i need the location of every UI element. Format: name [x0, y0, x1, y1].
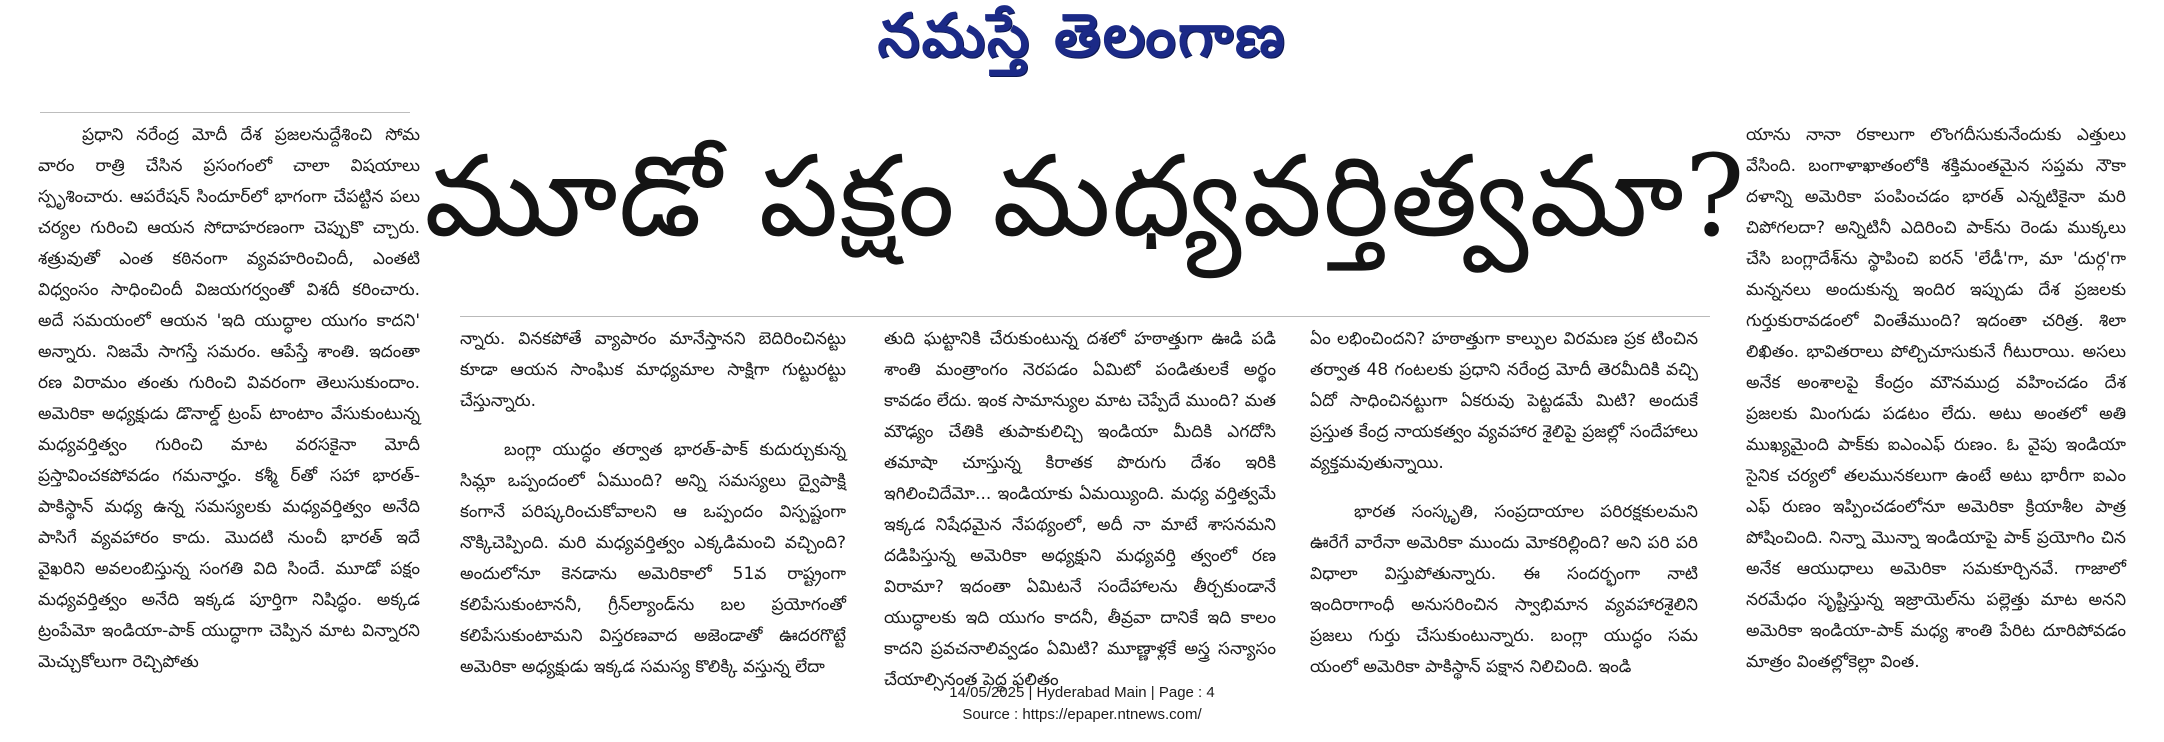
column-3-paragraph-1: తుది ఘట్టానికి చేరుకుంటున్న దశలో హఠాత్తుగా ఊడి పడి శాంతి మంత్రాంగం నెరపడం ఏమిటో పండితులకే అర్థం కావడం లేదు. ఇంక సామాన్యుల మాట చెప్పేదే ముంది? మత మౌఢ్యం చేతికి తుపాకులిచ్చి ఇండియా మీదికి ఎగదోసి తమాషా చూస్తున్న కిరాతక పొరుగు దేశం ఇరికి ఇగిలించిదేమో... ఇండియాకు ఏమయ్యింది. మధ్య వర్తిత్వమే ఇక్కడ నిషేధమైన నేపథ్యంలో, అదీ నా మాటే శాసనమని దడిపిస్తున్న అమెరికా అధ్యక్షుని మధ్యవర్తి త్వంలో రణ విరామా? ఇదంతా ఏమిటనే సందేహాలను తీర్చకుండానే యుద్ధాలకు ఇది యుగం కాదనీ, తీవ్రవా దానికే ఇది కాలం కాదని ప్రవచనాలివ్వడం ఏమిటి? మూణ్ణాళ్లకే అస్త్ర సన్యాసం చేయాల్సినంత పెద్ద ఫలితం	[884, 329, 1276, 690]
article-column-1	[38, 120, 420, 672]
newspaper-masthead	[0, 1, 2164, 82]
page-footer	[0, 682, 2164, 726]
headline-text: మూడో పక్షం మధ్యవర్తిత్వమా?	[424, 132, 1746, 262]
source-link[interactable]: Source : https://epaper.ntnews.com/	[962, 706, 1202, 723]
left-column-top-rule	[40, 112, 410, 113]
article-column-2	[460, 324, 846, 677]
article-headline	[420, 112, 1750, 282]
column-1-paragraph-1: ప్రధాని నరేంద్ర మోదీ దేశ ప్రజలనుద్దేశించి సోమ వారం రాత్రి చేసిన ప్రసంగంలో చాలా విషయాలు స్పృశించారు. ఆపరేషన్ సిందూర్‌లో భాగంగా చేపట్టిన పలు చర్యల గురించి ఆయన సోదాహరణంగా చెప్పుకొ చ్చారు. శత్రువుతో ఎంత కఠినంగా వ్యవహరించిందీ, ఎంతటి విధ్వంసం సాధించిందీ విజయగర్వంతో విశదీ కరించారు. అదే సమయంలో ఆయన 'ఇది యుద్ధాల యుగం కాదని' అన్నారు. నిజమే సాగస్తే సమరం. ఆపేస్తే శాంతి. ఇదంతా రణ విరామం తంతు గురించి వివరంగా తెలుసుకుందాం. అమెరికా అధ్యక్షుడు డొనాల్డ్ ట్రంప్ టాంటాం వేసుకుంటున్న మధ్యవర్తిత్వం గురించి మాట వరసకైనా మోదీ ప్రస్తావించకపోవడం గమనార్హం. కశ్మీ ర్‌తో సహా భారత్-పాకిస్థాన్ మధ్య ఉన్న సమస్యలకు మధ్యవర్తిత్వం అనేది పాసిగే వ్యవహారం కాదు. మొదటి నుంచీ భారత్ ఇదే వైఖరిని అవలంబిస్తున్న సంగతి విది సిందే. మూడో పక్షం మధ్యవర్తిత్వం అనేది ఇక్కడ పూర్తిగా నిషిద్ధం. అక్కడ ట్రంపేమో ఇండియా-పాక్ యుద్ధాగా చెప్పిన మాట విన్నారని మెచ్చుకోలుగా రెచ్చిపోతు	[38, 125, 420, 672]
headline-divider	[460, 316, 1710, 317]
masthead-title: నమస్తే తెలంగాణ	[877, 1, 1287, 71]
column-5-paragraph-1: యాను నానా రకాలుగా లొంగదీసుకునేందుకు ఎత్తులు వేసింది. బంగాళాఖాతంలోకి శక్తిమంతమైన సప్తమ నౌకా దళాన్ని అమెరికా పంపించడం భారత్ ఎన్నటికైనా మరి చిపోగలదా? అన్నిటినీ ఎదిరించి పాక్‌ను రెండు ముక్కలు చేసి బంగ్లాదేశ్‌ను స్థాపించి ఐరన్ 'లేడీ'గా, మా 'దుర్గ'గా మన్ననలు అందుకున్న ఇందిర ఇప్పుడు దేశ ప్రజలకు గుర్తుకురావడంలో వింతేముంది? ఇదంతా చరిత్ర. శిలా లిఖితం. భావితరాలు పోల్చిచూసుకునే గీటురాయి. అసలు అనేక అంశాలపై కేంద్రం మౌనముద్ర వహించడం దేశ ప్రజలకు మింగుడు పడటం లేదు. అటు అంతలో అతి ముఖ్యమైంది పాక్‌కు ఐఎంఎఫ్ రుణం. ఓ వైపు ఇండియా సైనిక చర్యలో తలమునకలుగా ఉంటే అటు భారీగా ఐఎం ఎఫ్ రుణం ఇప్పించడంలోనూ అమెరికా క్రియాశీల పాత్ర పోషించింది. నిన్నా మొన్నా ఇండియాపై పాక్ ప్రయోగిం చిన అనేక ఆయుధాలు అమెరికా సమకూర్చినవే. గాజాలో నరమేధం సృష్టిస్తున్న ఇజ్రాయెల్‌ను పల్లెత్తు మాట అనని అమెరికా ఇండియా-పాక్ మధ్య శాంతి పేరిట దూరిపోవడం మాత్రం వింతల్లోకెల్లా వింత.	[1746, 125, 2126, 672]
article-column-5	[1746, 120, 2126, 672]
article-column-3	[884, 324, 1276, 690]
column-4-paragraph-1: ఏం లభించిందని? హఠాత్తుగా కాల్పుల విరమణ ప్రక టించిన తర్వాత 48 గంటలకు ప్రధాని నరేంద్ర మోదీ తెరమీదికి వచ్చి ఏదో సాధించినట్టుగా ఏకరువు పెట్టడమే మిటి? అందుకే ప్రస్తుత కేంద్ర నాయకత్వం వ్యవహార శైలిపై ప్రజల్లో సందేహాలు వ్యక్తమవుతున్నాయి.	[1310, 329, 1698, 473]
article-column-4	[1310, 324, 1698, 677]
column-2-paragraph-1: న్నారు. వినకపోతే వ్యాపారం మానేస్తానని బెదిరించినట్టు కూడా ఆయన సాంఘిక మాధ్యమాల సాక్షిగా గుట్టురట్టు చేస్తున్నారు.	[460, 329, 846, 411]
edition-info: 14/05/2025 | Hyderabad Main | Page : 4	[949, 684, 1215, 701]
column-2-paragraph-2: బంగ్లా యుద్ధం తర్వాత భారత్-పాక్ కుదుర్చుకున్న సిమ్లా ఒప్పందంలో ఏముంది? అన్ని సమస్యలు ద్వైపాక్షి కంగానే పరిష్కరించుకోవాలని ఆ ఒప్పందం విస్పష్టంగా నొక్కిచెప్పింది. మరి మధ్యవర్తిత్వం ఎక్కడిమంచి వచ్చింది? అందులోనూ కెనడాను అమెరికాలో 51వ రాష్ట్రంగా కలిపేసుకుంటాననీ, గ్రీన్‌ల్యాండ్‌ను బల ప్రయోగంతో కలిపేసుకుంటామని విస్తరణవాద అజెండాతో ఊదరగొట్టే అమెరికా అధ్యక్షుడు ఇక్కడ సమస్య కొలిక్కి వస్తున్న లేదా	[460, 440, 846, 677]
column-4-paragraph-2: భారత సంస్కృతి, సంప్రదాయాల పరిరక్షకులమని ఊరేగే వారేనా అమెరికా ముందు మోకరిల్లింది? అని పరి పరి విధాలా విస్తుపోతున్నారు. ఈ సందర్భంగా నాటి ఇందిరాగాంధీ అనుసరించిన స్వాభిమాన వ్యవహారశైలిని ప్రజలు గుర్తు చేసుకుంటున్నారు. బంగ్లా యుద్ధం సమ యంలో అమెరికా పాకిస్థాన్ పక్షాన నిలిచింది. ఇండి	[1310, 502, 1698, 677]
